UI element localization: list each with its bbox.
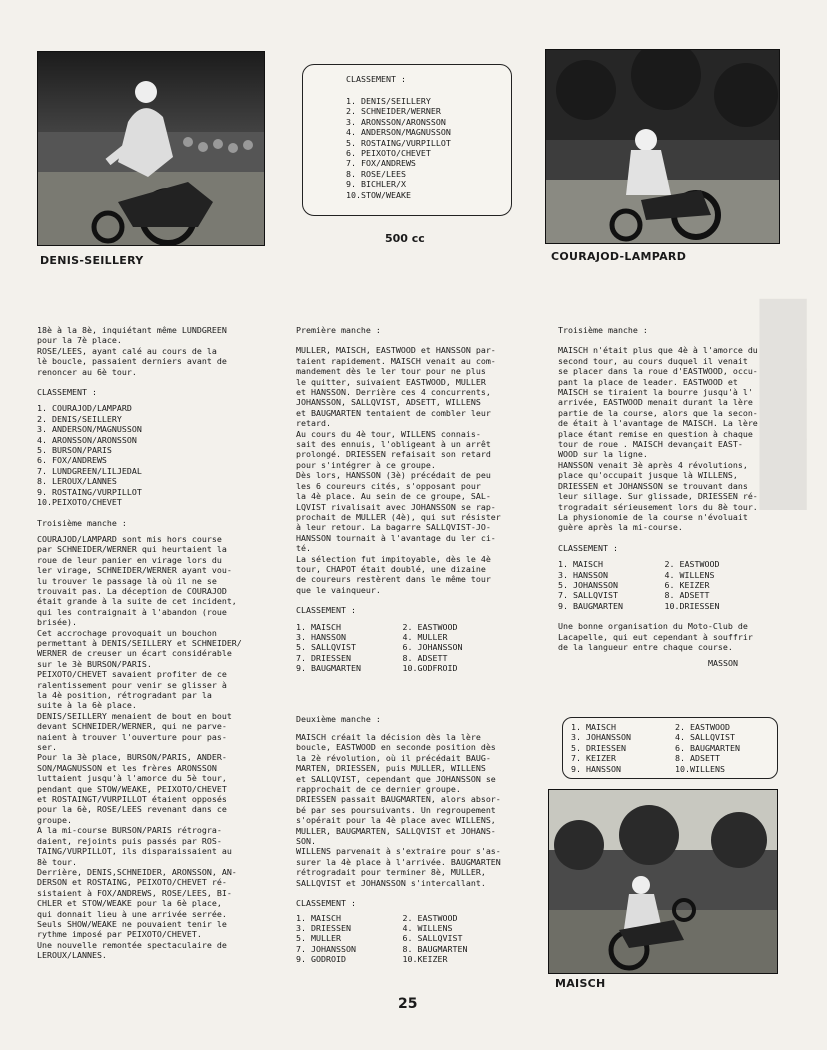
text-line: A la mi-course BURSON/PARIS rétrogra- xyxy=(37,825,222,836)
photo-maisch xyxy=(548,789,778,974)
text-line: prolongé. DRIESSEN refaisait son retard xyxy=(296,449,491,460)
classement-item: 9. BAUGMARTEN xyxy=(296,663,361,674)
box-right-list xyxy=(571,722,771,774)
text-line: DENIS/SEILLERY menaient de bout en bout xyxy=(37,710,232,721)
mid-heading-2: Deuxième manche : xyxy=(296,713,381,724)
text-line: PEIXOTO/CHEVET savaient profiter de ce xyxy=(37,669,227,680)
classement-item: 9. BAUGMARTEN xyxy=(558,600,623,611)
text-line: WILLENS parvenait à s'extraire pour s'as- xyxy=(296,846,501,857)
classement-item: 7. KEIZER xyxy=(571,753,616,764)
text-line: La sélection fut impitoyable, dès le 4è xyxy=(296,553,491,564)
text-line: de coureurs restèrent dans le même tour xyxy=(296,574,491,585)
mid-body-2 xyxy=(296,732,530,888)
text-line: devant SCHNEIDER/WERNER, qui ne parve- xyxy=(37,721,227,732)
classement-item: 6. PEIXOTO/CHEVET xyxy=(346,148,431,159)
text-line: COURAJOD/LAMPARD sont mis hors course xyxy=(37,533,222,544)
photo-courajod-lampard xyxy=(545,49,780,244)
photo-denis-seillery xyxy=(37,51,265,246)
text-line: le quitter, suivaient EASTWOOD, MULLER xyxy=(296,376,486,387)
classement-item: 3. HANSSON xyxy=(296,631,346,642)
text-line: par SCHNEIDER/WERNER qui heurtaient la xyxy=(37,544,227,555)
text-line: DERSON et ROSTAING, PEIXOTO/CHEVET ré- xyxy=(37,877,227,888)
classement-item: 3. HANSSON xyxy=(558,569,608,580)
text-line: second tour, au cours duquel il venait xyxy=(558,355,748,366)
classement-item: 10.GODFROID xyxy=(402,663,458,674)
text-line: TAING/VURPILLOT, ils disparaissaient au xyxy=(37,846,232,857)
text-line: 8è tour. xyxy=(37,856,77,867)
classement-item: 6. SALLQVIST xyxy=(402,933,463,944)
text-line: 18è à la 8è, inquiétant même LUNDGREEN xyxy=(37,325,227,335)
classement-item: 5. DRIESSEN xyxy=(571,742,626,753)
text-line: groupe. xyxy=(37,814,72,825)
text-line: MAISCH se tiraient la bourre jusqu'à l' xyxy=(558,387,753,398)
text-line: pant la place de leader. EASTWOOD et xyxy=(558,376,738,387)
mid-heading-1: Première manche : xyxy=(296,325,381,335)
right-classement-title: CLASSEMENT : xyxy=(558,542,618,553)
text-line: de était à l'avantage de MAISCH. La lère xyxy=(558,418,758,429)
text-line: les 6 coureurs cités, s'opposant pour xyxy=(296,480,481,491)
column-right xyxy=(558,325,790,669)
classement-box-right xyxy=(562,717,778,779)
mid-classement1-list xyxy=(296,622,501,674)
text-line: trouvait pas. La déception de COURAJOD xyxy=(37,585,227,596)
text-line: HANSSON tournait à l'avantage du ler ci- xyxy=(296,532,496,543)
classement-item: 7. SALLQVIST xyxy=(558,590,618,601)
classement-item: 7. LUNDGREEN/LILJEDAL xyxy=(37,465,142,476)
classement-item: 8. ADSETT xyxy=(664,590,710,601)
text-line: et BAUGMARTEN tentaient de combler leur xyxy=(296,407,491,418)
text-line: SON/MAGNUSSON et les frères ARONSSON xyxy=(37,762,217,773)
text-line: retard. xyxy=(296,418,331,429)
text-line: suite à la 6è place. xyxy=(37,700,137,711)
classement-item: 1. COURAJOD/LAMPARD xyxy=(37,403,132,414)
classement-item: 6. FOX/ANDREWS xyxy=(37,455,107,466)
classement-item: 1. MAISCH xyxy=(558,559,603,570)
text-line: naient à trouver l'ouverture pour pas- xyxy=(37,731,227,742)
box-top-list xyxy=(346,96,451,200)
classement-item: 2. DENIS/SEILLERY xyxy=(37,413,122,424)
text-line: s'opérait pour la 4è place avec WILLENS, xyxy=(296,815,496,826)
classement-item: 6. BAUGMARTEN xyxy=(675,742,740,753)
right-body xyxy=(558,345,790,532)
text-line: permettant à DENIS/SEILLERY et SCHNEIDER/ xyxy=(37,637,242,648)
text-line: guère après la mi-course. xyxy=(558,522,683,533)
text-line: place qu'occupait jusque là WILLENS, xyxy=(558,470,738,481)
caption-maisch: MAISCH xyxy=(555,977,606,990)
text-line: renoncer au 6è tour. xyxy=(37,366,137,377)
text-line: sur le 3è BURSON/PARIS. xyxy=(37,658,152,669)
text-line: LQVIST rivalisait avec JOHANSSON se rap- xyxy=(296,501,496,512)
text-line: ser. xyxy=(37,742,57,753)
classement-item: 8. ADSETT xyxy=(675,753,720,764)
classement-item: 4. WILLENS xyxy=(664,569,715,580)
text-line: rétrogradait pour terminer 8è, MULLER, xyxy=(296,867,486,878)
classement-item: 4. MULLER xyxy=(402,631,448,642)
text-line: prochait de MULLER (4è), qui sut résister xyxy=(296,511,501,522)
text-line: taient rapidement. MAISCH venait au com- xyxy=(296,355,496,366)
classement-item: 3. ANDERSON/MAGNUSSON xyxy=(37,424,142,435)
text-line: HANSSON venait 3è après 4 révolutions, xyxy=(558,459,748,470)
classement-item: 1. DENIS/SEILLERY xyxy=(346,96,431,106)
text-line: DRIESSEN passait BAUGMARTEN, alors absor- xyxy=(296,794,501,805)
left-heading: Troisième manche : xyxy=(37,517,127,528)
text-line: et ROSTAINGT/VURPILLOT étaient opposés xyxy=(37,794,227,805)
classement-item: 8. ADSETT xyxy=(402,652,448,663)
text-line: se placer dans la roue d'EASTWOOD, occu- xyxy=(558,366,758,377)
box-top-title: CLASSEMENT : xyxy=(346,74,406,84)
text-line: SALLQVIST et JOHANSSON s'intercallant. xyxy=(296,877,486,888)
text-line: pour la 7è place. xyxy=(37,335,122,346)
classement-item: 2. EASTWOOD xyxy=(675,722,730,732)
text-line: Dès lors, HANSSON (3è) précédait de peu xyxy=(296,470,491,481)
text-line: SON. xyxy=(296,836,316,847)
author: MASSON xyxy=(708,658,738,669)
column-middle xyxy=(296,325,530,965)
classement-item: 9. HANSSON xyxy=(571,763,621,774)
classement-item: 4. ANDERSON/MAGNUSSON xyxy=(346,127,451,138)
page-number: 25 xyxy=(398,996,418,1012)
text-line: la 4è place. Au sein de ce groupe, SAL- xyxy=(296,491,491,502)
classement-item: 10.STOW/WEAKE xyxy=(346,189,411,200)
text-line: sait des ennuis, l'obligeant à un arrêt xyxy=(296,439,491,450)
text-line: tour de roue . MAISCH devançait EAST- xyxy=(558,439,743,450)
classement-item: 4. ARONSSON/ARONSSON xyxy=(37,434,137,445)
text-line: sistaient à FOX/ANDREWS, ROSE/LEES, BI- xyxy=(37,887,232,898)
classement-item: 8. LEROUX/LANNES xyxy=(37,476,117,487)
text-line: Une nouvelle remontée spectaculaire de xyxy=(37,939,227,950)
text-line: Une bonne organisation du Moto-Club de xyxy=(558,621,748,632)
classement-item: 5. BURSON/PARIS xyxy=(37,445,112,456)
text-line: Seuls SHOW/WEAKE ne pouvaient tenir le xyxy=(37,918,227,929)
text-line: LEROUX/LANNES. xyxy=(37,950,107,961)
classement-item: 9. ROSTAING/VURPILLOT xyxy=(37,486,142,497)
classement-item: 5. SALLQVIST xyxy=(296,642,356,653)
text-line: à leur retour. La bagarre SALLQVIST-JO- xyxy=(296,522,491,533)
classement-item: 1. MAISCH xyxy=(571,722,616,732)
text-line: Lacapelle, qui eut cependant à souffrir xyxy=(558,631,753,642)
text-line: tour, CHAPOT était doublé, une dizaine xyxy=(296,563,486,574)
text-line: qui les contraignait à l'abandon (roue xyxy=(37,606,227,617)
mid-body-1 xyxy=(296,345,530,595)
text-line: MAISCH n'était plus que 4è à l'amorce du xyxy=(558,345,758,356)
text-line: de la langueur entre chaque course. xyxy=(558,641,733,652)
classement-item: 5. JOHANSSON xyxy=(558,579,618,590)
caption-courajod-lampard: COURAJOD-LAMPARD xyxy=(551,250,687,263)
right-heading: Troisième manche : xyxy=(558,325,648,335)
classement-item: 3. JOHANSSON xyxy=(571,732,631,743)
text-line: JOHANSSON, SALLQVIST, ADSETT, WILLENS xyxy=(296,397,481,408)
classement-item: 10.KEIZER xyxy=(402,954,448,965)
text-line: MULLER, MAISCH, EASTWOOD et HANSSON par- xyxy=(296,345,496,356)
left-classement-title: CLASSEMENT : xyxy=(37,387,97,398)
classement-item: 2. EASTWOOD xyxy=(402,621,458,632)
classement-item: 4. SALLQVIST xyxy=(675,732,735,743)
text-line: luttaient jusqu'à l'amorce du 5è tour, xyxy=(37,773,227,784)
classement-item: 2. EASTWOOD xyxy=(402,912,458,923)
text-line: boucle, EASTWOOD en seconde position dès xyxy=(296,742,496,753)
text-line: La physionomie de la course n'évoluait xyxy=(558,511,748,522)
text-line: leur sillage. Sur glissade, DRIESSEN ré- xyxy=(558,491,758,502)
text-line: partie de la course, alors que la secon- xyxy=(558,407,758,418)
text-line: rapprochait de ce dernier groupe. xyxy=(296,784,461,795)
text-line: trogradait sérieusement lors du 8è tour. xyxy=(558,501,758,512)
text-line: MARTEN, DRIESSEN, puis MULLER, WILLENS xyxy=(296,763,486,774)
text-line: pour la 6è, ROSE/LEES revenant dans ce xyxy=(37,804,227,815)
text-line: MAISCH créait la décision dès la lère xyxy=(296,732,481,742)
classement-item: 8. ROSE/LEES xyxy=(346,168,406,179)
text-line: pour s'intégrer à ce groupe. xyxy=(296,459,436,470)
mid-classement1-title: CLASSEMENT : xyxy=(296,605,356,616)
classement-item: 8. BAUGMARTEN xyxy=(402,943,468,954)
left-body xyxy=(37,534,269,961)
text-line: lu trouver le passage là où il ne se xyxy=(37,575,217,586)
text-line: et HANSSON. Derrière ces 4 concurrents, xyxy=(296,387,491,398)
text-line: qui donnait lieu à une arrivée serrée. xyxy=(37,908,227,919)
classement-item: 3. DRIESSEN xyxy=(296,922,351,933)
text-line: lè boucle, passaient derniers avant de xyxy=(37,356,227,367)
text-line: place étant remise en question à chaque xyxy=(558,428,753,439)
classement-item: 9. BICHLER/X xyxy=(346,179,406,190)
text-line: et SALLQVIST, cependant que JOHANSSON se xyxy=(296,773,496,784)
classement-item: 5. MULLER xyxy=(296,933,341,944)
text-line: la 2è révolution, où il précédait BAUG- xyxy=(296,752,491,763)
text-line: rythme imposé par PEIXOTO/CHEVET. xyxy=(37,929,202,940)
classement-item: 7. JOHANSSON xyxy=(296,943,356,954)
right-closing xyxy=(558,621,790,652)
column-left xyxy=(37,325,269,961)
classement-item: 2. SCHNEIDER/WERNER xyxy=(346,106,441,117)
classement-item: 1. MAISCH xyxy=(296,912,341,923)
left-intro xyxy=(37,325,269,377)
text-line: arrivée, EASTWOOD menait durant la lère xyxy=(558,397,753,408)
classement-item: 1. MAISCH xyxy=(296,621,341,632)
text-line: Au cours du 4è tour, WILLENS connais- xyxy=(296,428,481,439)
text-line: CHLER et STOW/WEAKE pour la 6è place, xyxy=(37,898,222,909)
classement-item: 5. ROSTAING/VURPILLOT xyxy=(346,137,451,148)
classement-item: 10.WILLENS xyxy=(675,763,725,774)
text-line: WERNER de creuser un écart considérable xyxy=(37,648,232,659)
classement-item: 10.DRIESSEN xyxy=(664,600,720,611)
text-line: daient, rejoints puis passés par ROS- xyxy=(37,835,222,846)
text-line: roue de leur panier en virage lors du xyxy=(37,554,222,565)
text-line: ROSE/LEES, ayant calé au cours de la xyxy=(37,345,217,356)
classement-item: 9. GODROID xyxy=(296,954,346,965)
classement-item: 6. KEIZER xyxy=(664,579,710,590)
text-line: ralentissement pour venir se glisser à xyxy=(37,679,227,690)
watermark-right: █ █ █ xyxy=(760,300,807,510)
text-line: té. xyxy=(296,543,311,554)
classement-item: 2. EASTWOOD xyxy=(664,559,720,570)
text-line: WOOD sur la ligne. xyxy=(558,449,648,460)
classement-item: 4. WILLENS xyxy=(402,922,453,933)
text-line: pendant que STOW/WEAKE, PEIXOTO/CHEVET xyxy=(37,783,227,794)
text-line: DRIESSEN et JOHANSSON se trouvant dans xyxy=(558,480,748,491)
classement-item: 10.PEIXOTO/CHEVET xyxy=(37,497,122,508)
category-label: 500 cc xyxy=(385,232,425,245)
classement-item: 3. ARONSSON/ARONSSON xyxy=(346,116,446,127)
classement-item: 7. FOX/ANDREWS xyxy=(346,158,416,169)
text-line: Pour la 3è place, BURSON/PARIS, ANDER- xyxy=(37,752,227,763)
text-line: ler virage, SCHNEIDER/WERNER ayant vou- xyxy=(37,565,232,576)
text-line: surer la 4è place à l'arrivée. BAUGMARTEN xyxy=(296,856,501,867)
text-line: bé par ses poursuivants. Un regroupement xyxy=(296,804,496,815)
mid-classement2-list xyxy=(296,913,501,965)
text-line: MULLER, BAUGMARTEN, SALLQVIST et JOHANS- xyxy=(296,825,496,836)
text-line: Cet accrochage provoquait un bouchon xyxy=(37,627,217,638)
mid-classement2-title: CLASSEMENT : xyxy=(296,898,356,909)
classement-item: 7. DRIESSEN xyxy=(296,652,351,663)
text-line: brisée). xyxy=(37,617,77,628)
right-classement-list xyxy=(558,559,763,611)
left-classement-list xyxy=(37,403,269,507)
classement-item: 6. JOHANSSON xyxy=(402,642,463,653)
text-line: la 4è position, rétrogradant par la xyxy=(37,690,212,700)
caption-denis-seillery: DENIS-SEILLERY xyxy=(40,254,144,267)
text-line: que le vainqueur. xyxy=(296,584,381,595)
text-line: mandement dès le ler tour pour ne plus xyxy=(296,366,486,377)
text-line: Derrière, DENIS,SCHNEIDER, ARONSSON, AN- xyxy=(37,866,237,877)
text-line: était grande à la suite de cet incident, xyxy=(37,596,237,607)
classement-box-top xyxy=(302,64,512,216)
